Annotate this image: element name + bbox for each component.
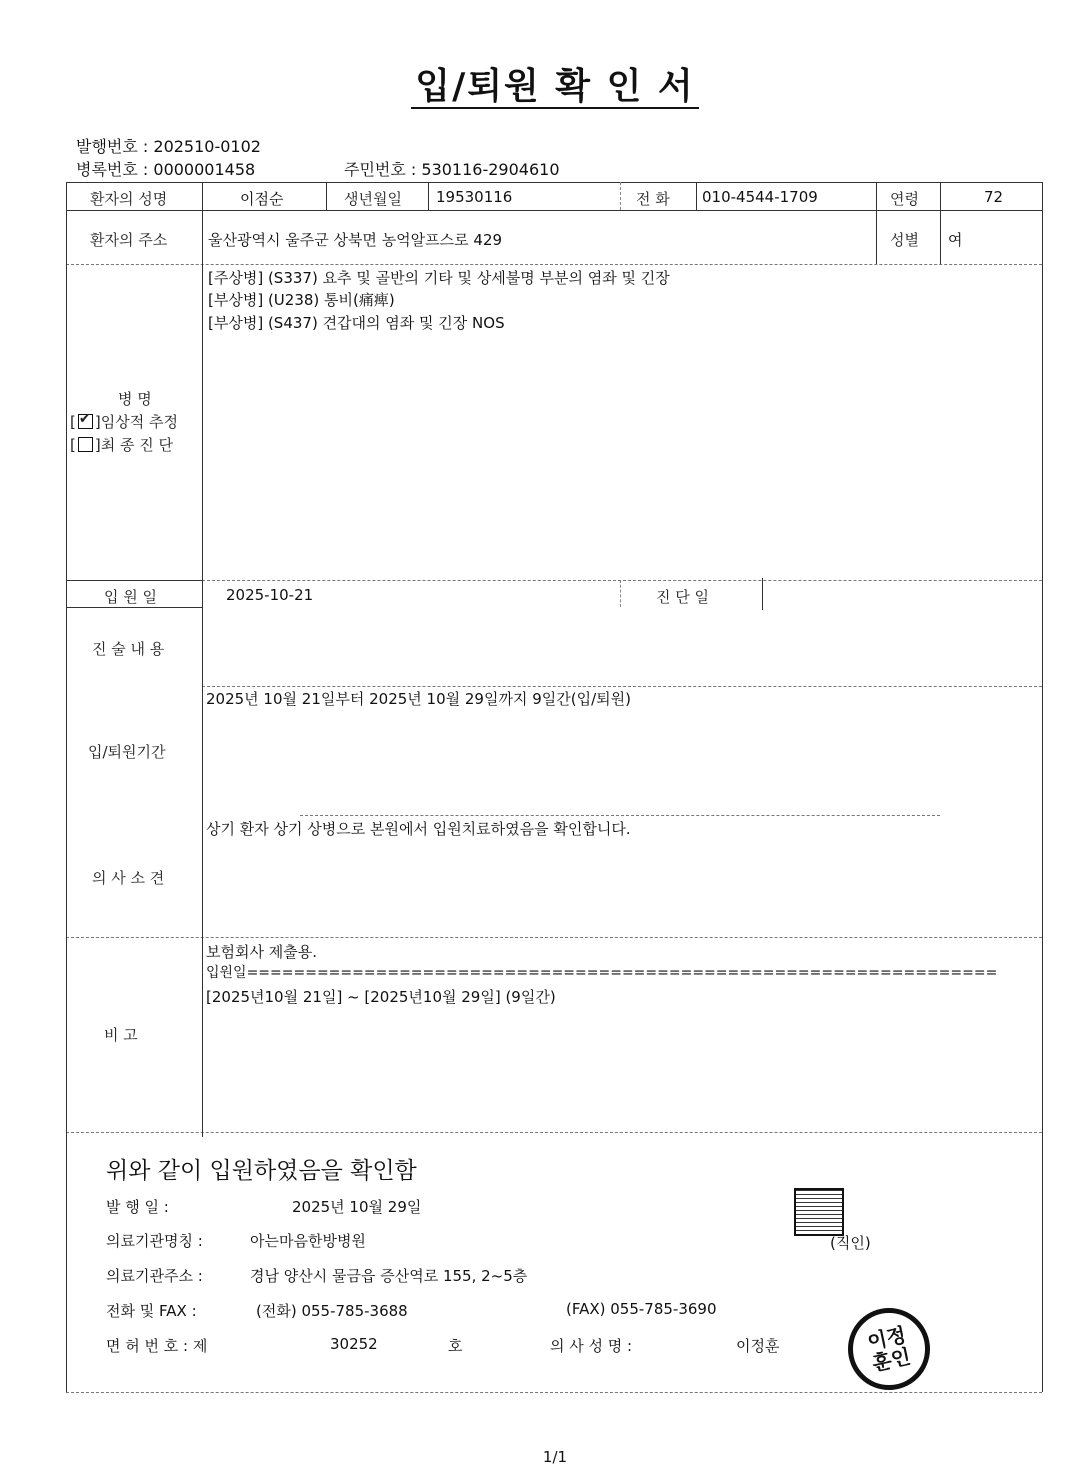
doctor-opinion-text: 상기 환자 상기 상병으로 본원에서 입원치료하였음을 확인합니다. xyxy=(206,820,631,838)
doctor-name-label: 의 사 성 명 : xyxy=(550,1337,633,1355)
record-number: 병록번호 : 0000001458 xyxy=(76,160,256,179)
issue-number: 발행번호 : 202510-0102 xyxy=(76,137,261,156)
patient-name: 이점순 xyxy=(240,190,284,208)
remarks-line-2: 입원일================================================================ xyxy=(206,965,998,981)
diagnosis-line-2: [부상병] (U238) 통비(痛痺) xyxy=(208,291,395,309)
license-number: 30252 xyxy=(330,1335,378,1353)
sex-label: 성별 xyxy=(890,231,919,249)
document-title: 입/퇴원 확 인 서 xyxy=(0,58,1080,109)
doctor-seal-icon: 이정훈인 xyxy=(848,1308,930,1390)
remarks-label: 비 고 xyxy=(104,1026,138,1044)
patient-address: 울산광역시 울주군 상북면 농억알프스로 429 xyxy=(208,231,503,249)
institution-phone: (전화) 055-785-3688 xyxy=(256,1302,408,1320)
address-label: 환자의 주소 xyxy=(90,231,168,249)
license-suffix: 호 xyxy=(448,1337,463,1355)
institution-label: 의료기관명칭 : xyxy=(106,1232,203,1250)
issue-date-label: 발 행 일 : xyxy=(106,1198,169,1216)
resident-number: 주민번호 : 530116-2904610 xyxy=(344,160,560,179)
diagnosis-line-1: [주상병] (S337) 요추 및 골반의 기타 및 상세불명 부분의 염좌 및 긴장 xyxy=(208,269,670,287)
confirmation-statement: 위와 같이 입원하였음을 확인함 xyxy=(106,1158,417,1184)
remarks-line-1: 보험회사 제출용. xyxy=(206,943,317,961)
diagnosis-label: 병 명 xyxy=(118,390,152,408)
clinical-checkbox-icon xyxy=(78,414,93,429)
institution-name: 아는마음한방병원 xyxy=(250,1232,366,1250)
seal-label: (직인) xyxy=(830,1234,871,1252)
patient-name-label: 환자의 성명 xyxy=(90,190,168,208)
final-checkbox-icon xyxy=(78,437,93,452)
birth-date: 19530116 xyxy=(436,188,513,206)
opinion-label: 의 사 소 견 xyxy=(92,869,165,887)
phone-label: 전 화 xyxy=(636,190,670,208)
doctor-name: 이정훈 xyxy=(736,1337,780,1355)
hospital-seal-icon xyxy=(794,1188,844,1236)
period-label: 입/퇴원기간 xyxy=(88,743,166,761)
address-label-footer: 의료기관주소 : xyxy=(106,1267,203,1285)
issue-date: 2025년 10월 29일 xyxy=(292,1198,422,1216)
clinical-estimate-option: [✔ ]임상적 추정 xyxy=(70,411,178,432)
page-number: 1/1 xyxy=(542,1448,568,1466)
phone-fax-label: 전화 및 FAX : xyxy=(106,1302,197,1320)
remarks-line-3: [2025년10월 21일] ~ [2025년10월 29일] (9일간) xyxy=(206,988,556,1006)
admit-date-label: 입 원 일 xyxy=(104,588,158,606)
patient-phone: 010-4544-1709 xyxy=(702,188,818,206)
license-label: 면 허 번 호 : 제 xyxy=(106,1337,208,1355)
statement-label: 진 술 내 용 xyxy=(92,640,165,658)
institution-address: 경남 양산시 물금읍 증산역로 155, 2~5층 xyxy=(250,1267,528,1285)
final-diagnosis-option: [ ]최 종 진 단 xyxy=(70,436,173,454)
birth-label: 생년월일 xyxy=(344,190,402,208)
institution-fax: (FAX) 055-785-3690 xyxy=(566,1300,717,1318)
diagnosis-date-label: 진 단 일 xyxy=(656,588,710,606)
age-label: 연령 xyxy=(890,190,919,208)
admission-period-text: 2025년 10월 21일부터 2025년 10월 29일까지 9일간(입/퇴원) xyxy=(206,690,631,708)
admit-date: 2025-10-21 xyxy=(226,586,314,604)
diagnosis-line-3: [부상병] (S437) 견갑대의 염좌 및 긴장 NOS xyxy=(208,314,505,332)
patient-sex: 여 xyxy=(948,231,963,249)
patient-age: 72 xyxy=(984,188,1004,206)
